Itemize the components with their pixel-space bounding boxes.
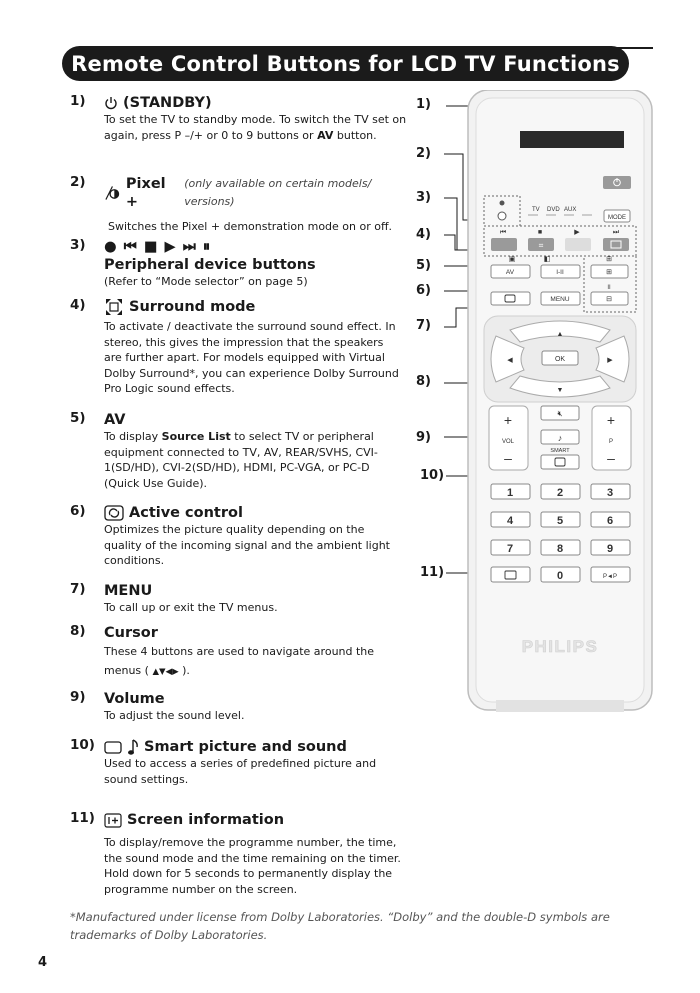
svg-text:⊞: ⊞: [606, 269, 612, 276]
page-number: 4: [38, 955, 48, 970]
svg-text:3: 3: [606, 487, 614, 499]
svg-text:▶: ▶: [574, 229, 580, 236]
vol-label: VOL: [501, 439, 515, 445]
item-number: 4): [70, 297, 86, 313]
svg-text:+: +: [503, 412, 513, 428]
item-volume: [70, 690, 410, 724]
item-number: 1): [70, 93, 86, 109]
item-title: AV: [104, 412, 126, 428]
svg-text:⏮: ⏮: [499, 229, 507, 236]
item-number: 2): [70, 174, 86, 190]
ir-window: [520, 131, 624, 148]
item-title: Pixel + (only available on certain models/ versions): [104, 175, 410, 211]
item-number: 9): [70, 689, 86, 705]
pixel-plus-icon: [104, 185, 121, 201]
item-title: (STANDBY): [104, 94, 410, 112]
p-label: P: [608, 439, 614, 445]
svg-text:▼: ▼: [556, 387, 564, 394]
item-smart: [70, 738, 410, 787]
item-surround: [70, 298, 410, 397]
active-control-button[interactable]: [491, 292, 530, 305]
item-description: To set the TV to standby mode. To switch the TV set on again, press P –/+ or 0 to 9 buttons or AV button.: [104, 113, 407, 142]
svg-text:5: 5: [556, 515, 564, 527]
item-description: Optimizes the picture quality depending on the quality of the incoming signal and the ambient light conditions.: [104, 523, 390, 567]
footnote: *Manufactured under license from Dolby Laboratories. “Dolby” and the double-D symbols are trademarks of Dolby Laboratories.: [70, 910, 610, 942]
item-title: Surround mode: [104, 298, 410, 316]
item-description: To display/remove the programme number, the time, the sound mode and the time remaining on the timer. Hold down for 5 seconds to permanently display the programme number on the screen.: [104, 836, 401, 896]
page-title: Remote Control Buttons for LCD TV Functions: [62, 46, 629, 81]
item-description: Switches the Pixel + demonstration mode on or off.: [108, 220, 393, 233]
mode-tv-label: TV: [532, 207, 540, 213]
title-rule: [600, 47, 653, 49]
callout-label: 2): [416, 146, 431, 161]
callout-label: 7): [416, 318, 431, 333]
svg-text:II: II: [607, 285, 611, 291]
callout-label: 4): [416, 227, 431, 242]
callout-label: 1): [416, 97, 431, 112]
screen-info-icon: [104, 813, 122, 828]
item-number: 10): [70, 737, 95, 753]
callout-label: 8): [416, 374, 431, 389]
item-cursor: [70, 624, 410, 682]
yellow-button[interactable]: [565, 238, 591, 251]
item-title: Cursor: [104, 625, 158, 641]
item-pixel-plus: [70, 175, 410, 235]
active-control-icon: [104, 505, 124, 521]
svg-text:6: 6: [606, 515, 614, 527]
mode-aux-label: AUX: [564, 207, 577, 213]
menu-label: MENU: [550, 296, 570, 303]
standby-button[interactable]: [603, 176, 631, 189]
svg-text:▶: ▶: [607, 357, 613, 364]
callout-label: 9): [416, 430, 431, 445]
item-description: To call up or exit the TV menus.: [104, 601, 278, 614]
item-number: 11): [70, 810, 95, 826]
item-standby: [70, 94, 410, 143]
svg-text:–: –: [504, 450, 512, 466]
item-description: These 4 buttons are used to navigate around the menus ( ▲▼◀▶ ).: [104, 645, 375, 677]
item-menu: [70, 582, 410, 616]
svg-text:+: +: [606, 412, 616, 428]
svg-text:🔇︎: 🔇︎: [557, 409, 563, 418]
peripheral-symbols: ● ⏮ ■ ▶ ⏭ ⏸: [104, 239, 212, 255]
svg-text:7: 7: [506, 543, 514, 555]
svg-text:▲: ▲: [556, 331, 564, 338]
svg-text:9: 9: [606, 543, 614, 555]
item-title: Active control: [104, 504, 410, 522]
item-number: 5): [70, 410, 86, 426]
item-active-control: [70, 504, 410, 569]
svg-text:1: 1: [506, 487, 514, 499]
screen-info-button[interactable]: [491, 567, 530, 582]
item-peripheral: [70, 238, 410, 290]
item-number: 6): [70, 503, 86, 519]
remote-control-illustration: [415, 90, 675, 730]
remote-bottom: [496, 700, 624, 712]
surround-icon: [104, 298, 124, 316]
mode-led: [500, 201, 505, 206]
svg-text:⏭: ⏭: [612, 229, 620, 236]
mode-dvd-label: DVD: [547, 207, 560, 213]
item-description: (Refer to “Mode selector” on page 5): [104, 275, 308, 288]
svg-text:♪: ♪: [557, 433, 563, 443]
pixel-plus-button[interactable]: [498, 212, 506, 220]
svg-text:2: 2: [556, 487, 564, 499]
item-description: To adjust the sound level.: [104, 709, 245, 722]
pp-label: P◄P: [603, 574, 617, 580]
smart-picture-icon: [104, 740, 122, 754]
brand-logo: PHILIPS: [521, 637, 599, 656]
svg-text:▣: ▣: [508, 256, 516, 263]
svg-text:■: ■: [537, 229, 543, 236]
av-label: AV: [505, 269, 515, 276]
callout-label: 5): [416, 258, 431, 273]
item-description: To activate / deactivate the surround sound effect. In stereo, this gives the impression that the speakers are further apart. For models equipped with Virtual Dolby Surround*, you can experience Dolby Surround Pro Logic sound effects.: [104, 320, 399, 395]
svg-text:⊞: ⊞: [606, 256, 612, 263]
item-av: [70, 411, 410, 491]
standby-icon: [104, 96, 118, 110]
item-description: Used to access a series of predefined picture and sound settings.: [104, 757, 377, 786]
item-title: Screen information: [104, 811, 410, 829]
item-title: Volume: [104, 691, 165, 707]
svg-text:I-II: I-II: [556, 269, 564, 276]
item-number: 8): [70, 623, 86, 639]
svg-text:⌗: ⌗: [538, 241, 544, 250]
item-description: To display Source List to select TV or peripheral equipment connected to TV, AV, REAR/SVHS, CVI-1(SD/HD), CVI-2(SD/HD), HDMI, PC-VGA, or PC-D (Quick Use Guide).: [104, 430, 378, 490]
blue-button[interactable]: [603, 238, 629, 251]
item-title: Smart picture and sound: [104, 738, 410, 756]
callout-label: 11): [420, 565, 445, 580]
item-number: 3): [70, 237, 86, 253]
item-screen-info: [70, 811, 410, 897]
svg-text:◀: ◀: [507, 357, 513, 364]
cursor-arrows: ▲▼◀▶: [152, 667, 179, 677]
svg-text:–: –: [607, 450, 615, 466]
item-number: 7): [70, 581, 86, 597]
mode-label: MODE: [608, 215, 626, 221]
red-button[interactable]: [491, 238, 517, 251]
smart-picture-button[interactable]: [541, 455, 579, 469]
svg-text:4: 4: [506, 515, 514, 527]
callout-label: 10): [420, 468, 445, 483]
svg-text:◧: ◧: [543, 256, 551, 263]
item-title: Peripheral device buttons: [104, 257, 316, 273]
item-title: MENU: [104, 583, 153, 599]
svg-text:⊟: ⊟: [606, 296, 612, 303]
callout-label: 6): [416, 283, 431, 298]
svg-text:8: 8: [556, 543, 564, 555]
ok-label: OK: [554, 356, 566, 363]
smart-label: SMART: [550, 448, 570, 454]
callout-label: 3): [416, 190, 431, 205]
svg-text:0: 0: [556, 570, 564, 582]
smart-sound-icon: [127, 738, 139, 756]
